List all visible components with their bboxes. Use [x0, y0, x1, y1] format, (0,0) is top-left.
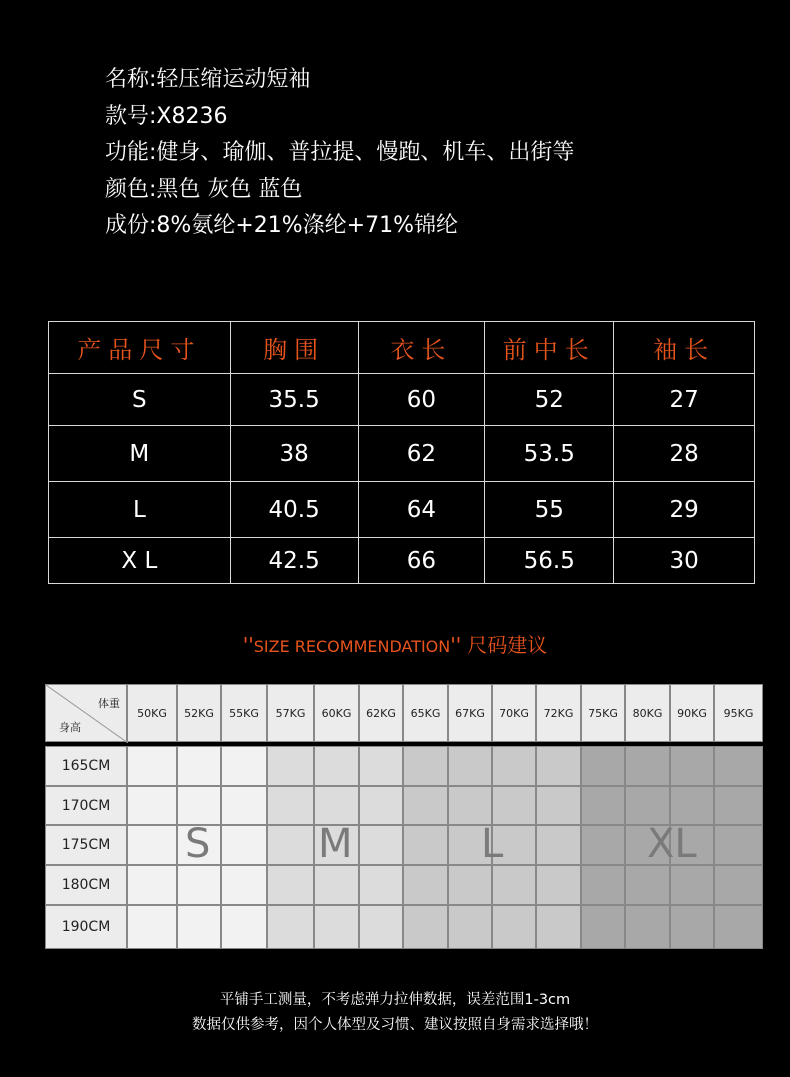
header-front-length: 前中长: [485, 322, 614, 374]
title-en: SIZE RECOMMENDATION: [253, 637, 451, 656]
grid-cell: [492, 865, 536, 905]
weight-header: 67KG: [448, 684, 492, 742]
grid-cell: [581, 746, 625, 786]
grid-cell: [536, 905, 581, 949]
front-length-cell: 53.5: [485, 426, 614, 482]
grid-corner: [45, 684, 127, 742]
grid-cell: [403, 825, 448, 865]
grid-cell: [714, 825, 763, 865]
header-size: 产品尺寸: [49, 322, 231, 374]
grid-cell: [536, 746, 581, 786]
weight-header: 57KG: [267, 684, 314, 742]
weight-header: 95KG: [714, 684, 763, 742]
chest-cell: 40.5: [230, 482, 358, 538]
grid-cell: [359, 786, 403, 825]
weight-header: 50KG: [127, 684, 177, 742]
grid-cell: [403, 746, 448, 786]
weight-header: 72KG: [536, 684, 581, 742]
grid-cell: [177, 865, 221, 905]
length-cell: 60: [358, 374, 485, 426]
grid-cell: [448, 905, 492, 949]
zone-label-s: S: [185, 821, 211, 867]
grid-cell: [625, 786, 670, 825]
grid-cell: [536, 825, 581, 865]
length-cell: 64: [358, 482, 485, 538]
size-cell: S: [49, 374, 231, 426]
product-composition: 成份:8%氨纶+21%涤纶+71%锦纶: [105, 213, 458, 238]
front-length-cell: 55: [485, 482, 614, 538]
table-row: [49, 374, 755, 426]
grid-cell: [314, 905, 359, 949]
grid-cell: [714, 746, 763, 786]
product-colors: 颜色:黑色 灰色 蓝色: [105, 176, 303, 202]
product-function: 功能:健身、瑜伽、普拉提、慢跑、机车、出街等: [105, 140, 575, 165]
size-cell: L: [49, 482, 231, 538]
grid-cell: [267, 865, 314, 905]
grid-cell: [221, 825, 267, 865]
header-length: 衣长: [358, 322, 485, 374]
grid-cell: [670, 746, 714, 786]
grid-cell: [714, 905, 763, 949]
grid-cell: [127, 865, 177, 905]
grid-cell: [625, 865, 670, 905]
size-table: [48, 321, 755, 584]
grid-cell: [359, 746, 403, 786]
weight-header: 75KG: [581, 684, 625, 742]
length-cell: 62: [358, 426, 485, 482]
grid-cell: [267, 746, 314, 786]
size-recommendation-grid: [45, 684, 763, 950]
grid-cell: [581, 865, 625, 905]
chest-cell: 35.5: [230, 374, 358, 426]
grid-cell: [314, 746, 359, 786]
product-info: [105, 62, 574, 245]
sleeve-cell: 29: [614, 482, 755, 538]
weight-header: 60KG: [314, 684, 359, 742]
product-model: 款号:X8236: [105, 103, 228, 129]
size-cell: M: [49, 426, 231, 482]
grid-cell: [492, 905, 536, 949]
height-header: 175CM: [45, 825, 127, 865]
weight-header: 65KG: [403, 684, 448, 742]
weight-header: 80KG: [625, 684, 670, 742]
grid-cell: [221, 865, 267, 905]
sleeve-cell: 28: [614, 426, 755, 482]
grid-cell: [267, 905, 314, 949]
grid-cell: [670, 865, 714, 905]
grid-cell: [581, 905, 625, 949]
grid-cell: [221, 786, 267, 825]
grid-cell: [492, 746, 536, 786]
grid-cell: [536, 865, 581, 905]
size-cell: X L: [49, 538, 231, 584]
grid-cell: [536, 786, 581, 825]
sleeve-cell: 27: [614, 374, 755, 426]
grid-cell: [403, 905, 448, 949]
grid-cell: [359, 825, 403, 865]
close-quote: '': [450, 633, 462, 657]
grid-cell: [625, 746, 670, 786]
chest-cell: 42.5: [230, 538, 358, 584]
grid-cell: [714, 786, 763, 825]
note-line-2: 数据仅供参考，因个人体型及习惯、建议按照自身需求选择哦！: [192, 1017, 598, 1033]
grid-cell: [127, 746, 177, 786]
front-length-cell: 56.5: [485, 538, 614, 584]
grid-cell: [492, 786, 536, 825]
weight-header: 55KG: [221, 684, 267, 742]
weight-header: 52KG: [177, 684, 221, 742]
height-axis-label: 身高: [59, 721, 81, 734]
length-cell: 66: [358, 538, 485, 584]
grid-cell: [581, 825, 625, 865]
zone-label-m: M: [318, 821, 353, 867]
header-chest: 胸围: [230, 322, 358, 374]
weight-axis-label: 体重: [98, 697, 120, 710]
sleeve-cell: 30: [614, 538, 755, 584]
grid-cell: [127, 825, 177, 865]
front-length-cell: 52: [485, 374, 614, 426]
grid-cell: [314, 786, 359, 825]
grid-cell: [359, 865, 403, 905]
note-line-1: 平铺手工测量，不考虑弹力拉伸数据，误差范围1-3cm: [219, 992, 571, 1008]
grid-cell: [177, 786, 221, 825]
height-header: 180CM: [45, 865, 127, 905]
chest-cell: 38: [230, 426, 358, 482]
height-header: 165CM: [45, 746, 127, 786]
table-row: [49, 482, 755, 538]
grid-cell: [359, 905, 403, 949]
grid-cell: [127, 905, 177, 949]
open-quote: '': [242, 633, 254, 657]
grid-cell: [403, 786, 448, 825]
height-header: 190CM: [45, 905, 127, 949]
weight-header: 70KG: [492, 684, 536, 742]
grid-cell: [221, 746, 267, 786]
grid-cell: [670, 905, 714, 949]
grid-cell: [448, 786, 492, 825]
grid-cell: [403, 865, 448, 905]
grid-cell: [448, 865, 492, 905]
grid-cell: [221, 905, 267, 949]
grid-cell: [177, 746, 221, 786]
height-header: 170CM: [45, 786, 127, 825]
zone-label-l: L: [481, 821, 504, 867]
grid-cell: [714, 865, 763, 905]
weight-header: 62KG: [359, 684, 403, 742]
zone-label-xl: XL: [647, 821, 697, 867]
grid-cell: [127, 786, 177, 825]
grid-cell: [177, 905, 221, 949]
grid-cell: [670, 786, 714, 825]
table-row: [49, 538, 755, 584]
grid-cell: [625, 905, 670, 949]
grid-cell: [267, 786, 314, 825]
size-table-header: [49, 322, 755, 374]
grid-cell: [267, 825, 314, 865]
grid-cell: [581, 786, 625, 825]
table-row: [49, 426, 755, 482]
grid-cell: [448, 746, 492, 786]
header-sleeve: 袖长: [614, 322, 755, 374]
grid-cell: [314, 865, 359, 905]
product-name: 名称:轻压缩运动短袖: [105, 67, 311, 92]
size-recommendation-title: [0, 629, 790, 658]
title-cn: 尺码建议: [467, 633, 548, 657]
weight-header: 90KG: [670, 684, 714, 742]
